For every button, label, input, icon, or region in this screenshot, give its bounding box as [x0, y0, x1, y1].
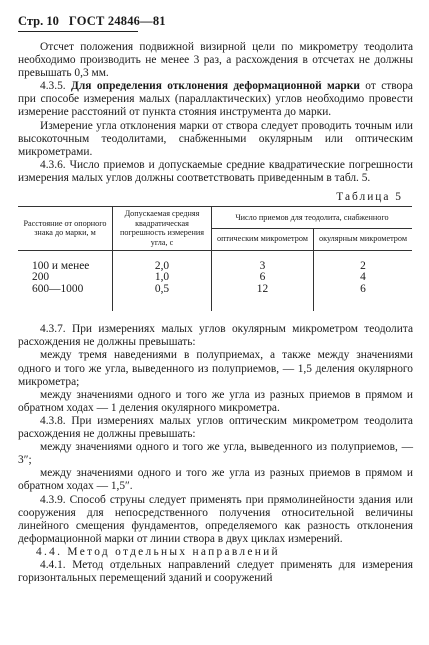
standard-code: ГОСТ 24846—81: [68, 14, 166, 28]
page-number: Стр. 10: [18, 14, 59, 28]
section-heading-4-4: 4.4. Метод отдельных направлений: [36, 545, 280, 558]
col-header-optical: оптическим микрометром: [212, 228, 314, 250]
paragraph-4-3-9: 4.3.9. Способ струны следует применять при прямолинейности здания или сооружения для непосредственного получения относительной величины линейного смещения фундаментов, определяемого как разность отклонения деформационной марки от линии створа в двух циклах измерений.: [18, 493, 413, 545]
table-row: 100 и менее 2,0 3 2: [18, 250, 412, 272]
table-row: 600—1000 0,5 12 6: [18, 284, 412, 312]
paragraph-4-3-7: 4.3.7. При измерениях малых углов окулярным микрометром теодолита расхождения не должны превышать:: [18, 323, 413, 349]
col-header-ocular: окулярным микрометром: [314, 228, 413, 250]
paragraph-4-3-8-a: между значениями одного и того же угла, выведенного из полуприемов, — 3″;: [18, 441, 413, 467]
header-rule: [18, 31, 138, 32]
paragraph-4-3-8-b: между значениями одного и того же угла из разных приемов в прямом и обратном ходах — 1,5″.: [18, 467, 413, 493]
paragraph-reading: Отсчет положения подвижной визирной цели по микрометру теодолита необходимо производить не менее 3 раз, а расхождения в отсчетах не должны превышать 0,3 мм.: [18, 41, 413, 80]
paragraph-4-3-5: 4.3.5. Для определения отклонения деформационной марки от створа при способе измерения малых (параллактических) углов необходимо провести измерение расстояний от пункта стояния инструмента до марки.: [18, 80, 413, 119]
col-header-error: Допускаемая средняя квадратическая погрешность измерения угла, с: [113, 207, 212, 250]
paragraph-4-3-6: 4.3.6. Число приемов и допускаемые средние квадратические погрешности измерения малых углов должны соответствовать приведенным в табл. 5.: [18, 158, 413, 184]
paragraph-4-4-1: 4.4.1. Метод отдельных направлений следует применять для измерения горизонтальных перемещений зданий и сооружений: [18, 558, 413, 585]
col-header-distance: Расстояние от опорного знака до марки, м: [18, 207, 113, 250]
table-row: 200 1,0 6 4: [18, 272, 412, 284]
bold-phrase: Для определения отклонения деформационной марки: [71, 80, 360, 93]
table-5: [18, 206, 412, 311]
col-header-group: Число приемов для теодолита, снабженного: [212, 207, 413, 229]
paragraph-4-3-7-b: между значениями одного и того же угла из разных приемов в прямом и обратном ходах — 1 деления окулярного микрометра.: [18, 388, 413, 414]
paragraph-4-3-7-a: между тремя наведениями в полуприемах, а также между значениями одного и того же угла, выведенного из полуприемов, — 1,5 деления окулярного микрометра;: [18, 349, 413, 388]
body-text: [18, 41, 413, 585]
page-header: [18, 14, 413, 29]
paragraph-4-3-8: 4.3.8. При измерениях малых углов оптическим микрометром теодолита расхождения не должны превышать:: [18, 414, 413, 441]
paragraph-measurement: Измерение угла отклонения марки от створа следует проводить точным или высокоточным теодолитами, снабженными окулярным или оптическим микрометрами.: [18, 119, 413, 158]
table-caption: Таблица 5: [336, 191, 403, 204]
